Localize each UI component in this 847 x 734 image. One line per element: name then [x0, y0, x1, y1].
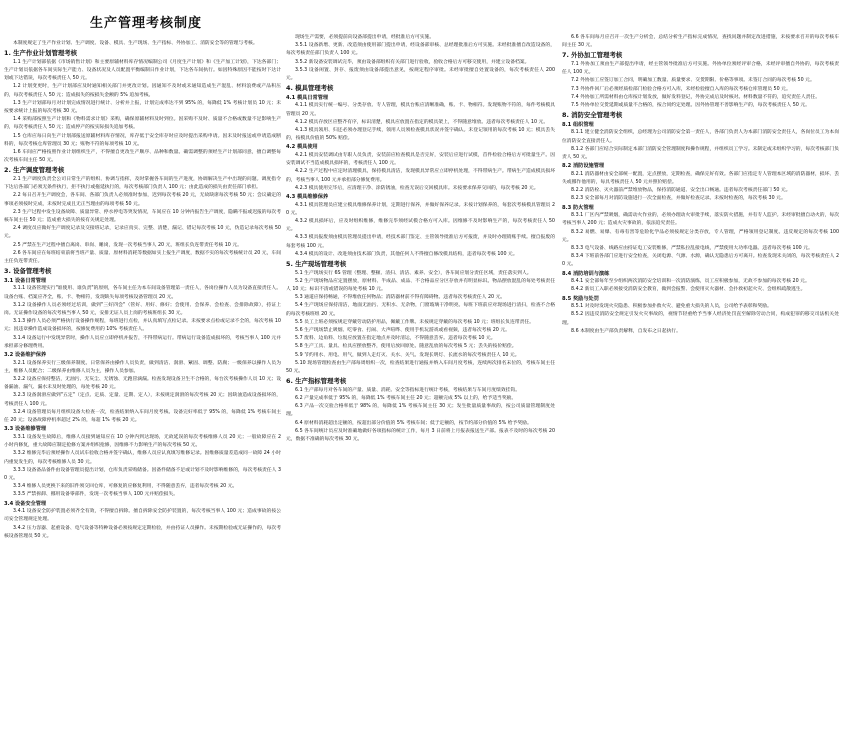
section-heading: 5. 生产现场管理考核 [286, 259, 347, 268]
paragraph: 4.1.2 模具存放区应整齐有序，标识清楚，模具应放置在指定的模具架上，不得随意堆放。违者每次考核责任人 10 元。 [295, 119, 549, 125]
paragraph: 2.5 严禁在生产过程中擅自离岗、串岗、睡岗，发现一次考核当事人 20 元，班组长负连带责任考核 10 元。 [13, 242, 242, 248]
paragraph: 5.8 生产工具、量具、检具应摆放整齐，使用后放回原处。随意乱放的每次考核 5 元；丢失的按价赔偿。 [295, 344, 517, 350]
subsection-heading: 8.5 奖励与处罚 [562, 295, 599, 302]
paragraph: 2.4 调度员应做好生产调度记录及交接班记录，记录应真实、完整、清楚，漏记、错记每次考核 10 元，伪造记录每次考核 50 元。 [4, 226, 281, 240]
paragraph: 3.4.2 压力容器、起重设备、电气设备等特种设备必须按规定定期检验，并由持证人员操作。未按期检验或无证操作的，每次考核设备管理员 50 元。 [4, 525, 281, 539]
paragraph: 6.6 各车间每月应召开一次生产分析会，总结分析生产指标完成情况，查找问题并制定改进措施，未按要求召开的每次考核车间主任 30 元。 [562, 35, 839, 49]
text-column-1 [4, 40, 281, 732]
subsection-heading: 3.1 设备日常管理 [4, 277, 47, 284]
paragraph: 6.3 产品一次交验合格率低于 98% 的，每降低 1% 考核车间主任 30 元；发生批量质量事故的，按公司质量管理制度处理。 [286, 404, 555, 418]
paragraph: 8.5.2 因违反消防安全规定引发火灾事故的，视情节轻重给予当事人经济处罚直至解除劳动合同，构成犯罪的移交司法机关处理。 [562, 312, 839, 326]
subsection-heading: 3.4 设备安全管理 [4, 500, 47, 507]
paragraph: 1.5 仓库应每日向生产计划部报送原辅材料库存情况，库存低于安全库存时应及时提出采购申请。因未及时报送或申请造成断料的，每次考核仓库管理员 30 元；账物不符的每项考核 10 元。 [4, 133, 281, 147]
paragraph: 2.3 生产过程中发生设备故障、质量异常、停水停电等突发情况，车间应在 10 分钟内报告生产调度，隐瞒不报或迟报的每次考核车间主任 50 元；造成重大损失的按有关规定处理。 [4, 209, 281, 224]
paragraph: 7.2 外协加工应签订加工合同，明确加工数量、质量要求、交货期限、价格等事项。未签订合同的每次考核 50 元。 [571, 78, 815, 84]
paragraph: 3.4.1 设备安全防护装置必须齐全有效，不得擅自拆除。擅自拆除安全防护装置的，每次考核当事人 100 元；造成事故的按公司安全管理规定处理。 [4, 509, 281, 523]
paragraph: 4.2.3 模具使用完毕后，应清理干净、涂防锈油，检查无误后交回模具库。未按要求保养交回的，每次考核 20 元。 [295, 185, 539, 191]
paragraph: 5.1 生产现场实行 6S 管理（整理、整顿、清扫、清洁、素养、安全），各车间应划分责任区域，责任落实到人。 [295, 270, 532, 276]
subsection-heading: 8.3 防火管理 [562, 204, 594, 211]
paragraph: 6.1 生产部每月对各车间的产量、质量、消耗、安全等指标进行统计考核，考核结果与车间月度绩效挂钩。 [295, 387, 521, 393]
paragraph: 5.3 通道应保持畅通，不得堆放任何物品；消防器材前不得有障碍物。违者每次考核责任人 20 元。 [295, 295, 506, 301]
paragraph: 本制度规定了生产作业计划、生产调度、设备、模具、生产现场、生产指标、外协加工、消防安全等的管理与考核。 [13, 41, 258, 46]
paragraph: 5.5 员工上班必须按规定穿戴劳动防护用品，佩戴工作牌。未按规定穿戴的每次考核 10 元；班组长负连带责任。 [295, 319, 534, 325]
paragraph: 3.2.4 设备管理员每月组织设备大检查一次，检查结果纳入车间月度考核。设备完好率低于 95% 的，每降低 1% 考核车间主任 20 元；设备故障停机率超过 2% 的，每超 1% 考核 20 元。 [4, 409, 281, 424]
paragraph: 8.4.1 安全部每年至少组织两次消防安全培训和一次消防演练，员工应积极参加，无故不参加的每次考核 20 元。 [571, 279, 810, 285]
paragraph: 3.5.3 设备闲置、封存、报废须由设备部提出意见，按规定程序审批。未经审批擅自处置设备的，每次考核责任人 200 元。 [286, 67, 555, 82]
document-title: 生产管理考核制度 [90, 16, 203, 31]
text-column-3 [562, 34, 839, 732]
section-heading: 3. 设备管理考核 [4, 266, 52, 275]
paragraph: 8.3.3 电气设备、线路应由持证电工安装维修，严禁私拉乱接电线，严禁使用大功率电器。违者每次考核 100 元。 [571, 246, 813, 252]
paragraph: 4.2.1 模具安装调试由专职人员负责，安装前应检查模具是否完好，安装后应进行试模，首件检验合格后方可批量生产。因安装调试不当造成模具损坏的，考核责任人 100 元。 [286, 153, 555, 167]
paragraph: 3.3.1 设备发生故障后，维修人员接到通知应在 10 分钟内到达现场，无故延误的每次考核维修人员 20 元；一般故障应在 2 小时内修复，重大故障应制定抢修方案并组织抢修，因维修不力影响生产的每次考核 50 元。 [4, 434, 281, 449]
paragraph: 2.2 每日召开生产调度会，各车间、各部门负责人必须准时参加，迟到每次考核 20 元，无故缺席每次考核 50 元；会议确定的事项必须按时完成，未按时完成且无正当理由的每项考核 50 元。 [4, 193, 281, 207]
paragraph: 8.5.1 对及时发现火灾隐患、积极参加扑救火灾、避免重大损失的人员，公司给予表彰和奖励。 [571, 304, 772, 310]
paragraph: 1.1 生产计划部依据《市场销售计划》和主要原辅材料库存情况编制公司《月度生产计划》和《生产加工计划》，下达各部门；生产计划员依据各车间实际生产能力、设备状况及人员配置平衡编制日作业计划，下达各车间执行。如因特殊原因不能按时下达计划或下达错误，每次考核责任人 50 元。 [4, 59, 281, 82]
paragraph: 7.3 外协件回厂后必须经质检部门检验合格方可入库，未经检验擅自入库的每次考核仓库管理员 50 元。 [571, 86, 791, 92]
paragraph: 4.3.2 模具损坏后，应及时组织维修，维修完毕须经试模合格方可入库。因维修不及时影响生产的，每次考核责任人 50 元。 [286, 219, 555, 233]
paragraph: 5.9 节约用水、用电、用气，做到人走灯灭、关水、关气。发现长明灯、长流水的每次考核责任人 10 元。 [295, 352, 520, 358]
paragraph: 8.3.2 易燃、易爆、有毒有害等危险化学品必须按规定分类存放，专人管理，严格领用登记制度。违反规定的每次考核 100 元。 [562, 229, 839, 243]
paragraph: 5.4 生产现场应保持清洁，地面无油污、无积水、无杂物，门窗玻璃干净明亮。每班下班前应对现场进行清扫，检查不合格的每次考核班组 20 元。 [286, 303, 555, 317]
paragraph: 3.3.2 维修完毕后须经操作人员试车验收合格并签字确认，维修人员应认真填写维修记录。因维修质量差造成同一故障 24 小时内重复发生的，每次考核维修人员 30 元。 [4, 451, 281, 465]
paragraph: 8.1.1 建立健全消防安全组织，总经理为公司消防安全第一责任人，各部门负责人为本部门消防安全责任人，各岗位员工为本岗位消防安全直接责任人。 [562, 130, 839, 144]
paragraph: 6.2 产量完成率低于 95% 的，每降低 1% 考核车间主任 20 元；超额完成 5% 以上的，给予适当奖励。 [295, 396, 517, 402]
paragraph: 5.10 现场管理检查由生产部每周组织一次，检查结果进行通报并纳入车间月度考核，连续两次排名末位的，考核车间主任 50 元。 [286, 360, 555, 375]
subsection-heading: 8.1 组织管理 [562, 121, 594, 128]
paragraph: 3.5.2 新设备安装调试完毕，须由设备部组织有关部门进行验收，验收合格后方可移交使用，并建立设备档案。 [295, 59, 530, 65]
paragraph: 3.3.4 维修人员更换下来的旧件须交回仓库，可修复的应修复利用，不得随意丢弃，违者每次考核 20 元。 [13, 484, 238, 490]
paragraph: 4.2.2 生产过程中应定时清理模具，保持模具清洁，发现模具异常应立即停机处理，不得带病生产。带病生产造成模具损坏的，考核当事人 100 元并承担部分修复费用。 [286, 169, 555, 183]
section-heading: 2. 生产调度管理考核 [4, 165, 65, 174]
section-heading: 4. 模具管理考核 [286, 83, 334, 92]
paragraph: 1.4 采购部按照生产计划和《物料需求计划》采购，确保原辅材料及时到位。因采购不及时、质量不合格或数量不足影响生产的，每次考核责任人 50 元；造成停产的按实际损失追加考核。 [4, 117, 281, 131]
paragraph: 3.1.4 设备运行中发现异常时，操作人员应立即停机并报告，不得带病运行。带病运行设备造成损坏的，考核当事人 100 元并承担部分修理费用。 [4, 335, 281, 349]
paragraph: 4.3.4 模具的设计、改进须由技术部门负责，其他任何人不得擅自修改模具结构，违者每次考核 100 元。 [295, 251, 518, 257]
paragraph: 4.1.1 模具实行统一编号、分类存放、专人管理，模具台账应清晰准确，账、卡、物相符。发现账物不符的，每件考核模具管理员 20 元。 [286, 103, 555, 117]
paragraph: 3.1.3 操作人员必须严格执行设备操作规程，每班进行点检，并认真填写点检记录。未按要求点检或记录不全的，每次考核 10 元；因违章操作造成设备损坏的，按修复费用的 10% 考核责任人。 [4, 319, 281, 333]
paragraph: 8.1.2 各部门应结合实际制定本部门消防安全管理制度和操作规程，并组织员工学习。未制定或未组织学习的，每次考核部门负责人 50 元。 [562, 146, 839, 161]
paragraph: 1.3 生产计划部每月对计划完成情况进行统计、分析并上报，计划完成率达不到 95% 的，每降低 1% 考核计划员 10 元；未按要求统计上报的每次考核 30 元。 [4, 100, 281, 115]
paragraph: 7.1 外协加工须由生产部提出申请，经主管领导批准后方可实施。外协单位须经评审合格，未经评审擅自外协的，每次考核责任人 100 元。 [562, 62, 839, 76]
paragraph: 8.4.2 新员工入职必须接受消防安全教育，做到会报警、会使用灭火器材、会扑救初起火灾、会组织疏散逃生。 [571, 287, 806, 293]
subsection-heading: 3.3 设备维修管理 [4, 426, 47, 433]
paragraph: 3.3.5 严禁拆卸、挪用设备零部件，发现一次考核当事人 100 元并赔偿损失。 [13, 492, 179, 498]
paragraph: 1.6 车间应严格按照作业计划组织生产，不得擅自更改生产顺序、品种和数量。确需调整的须经生产计划部同意，擅自调整每次考核车间主任 50 元。 [4, 150, 281, 164]
section-heading: 7. 外协加工管理考核 [562, 50, 623, 59]
paragraph: 7.4 外协加工所需材料由仓库按计划发放，做好发料登记，外协完成后及时核对。材料数量不符的，追究责任人责任。 [571, 94, 821, 100]
paragraph: 5.2 生产现场物品应定置摆放，原材料、半成品、成品、不合格品应分区存放并有明显标识。物品摆放混乱的每处考核责任人 10 元；标识不清或错误的每处考核 10 元。 [286, 278, 555, 293]
paragraph: 8.2.3 安全部每月对消防设施进行一次全面检查，并做好检查记录。未按时检查的，每次考核 30 元。 [571, 196, 786, 202]
paragraph: 8.2.2 消防栓、灭火器前严禁堆放物品，保持消防通道、安全出口畅通。违者每次考核责任部门 50 元。 [571, 188, 791, 194]
paragraph: 3.1.2 设备操作人员必须经过培训，做到"三好四会"（管好、用好、修好；会使用、会保养、会检查、会排除故障），持证上岗。无证操作设备的每次考核当事人 50 元，安排无证人员上岗的考核班组长 30 元。 [4, 302, 281, 317]
paragraph: 7.5 外协单位交货延期或质量不合格的，按合同约定处理。因外协管理不善影响生产的，每次考核责任人 50 元。 [571, 103, 810, 109]
paragraph: 1.2 计划变更时，生产计划部应及时通知相关部门并更改计划。因通知不及时或未通知造成生产混乱、材料浪费或产品积压的，每次考核责任人 50 元；造成损失的按损失金额的 5% 追加考核。 [4, 84, 281, 98]
paragraph: 8.3.4 下班前各部门应进行安全检查，关闭电源、气源、水源，确认无隐患后方可离开。检查发现未关闭的，每次考核责任人 20 元。 [562, 254, 839, 268]
paragraph: 6.4 原材料消耗超出定额的，按超出部分价值的 5% 考核车间；低于定额的，按节约部分价值的 5% 给予奖励。 [295, 420, 532, 426]
paragraph: 2.6 各车间应在每班结束前将当班产量、质量、原材料消耗等数据如实上报生产调度，数据不实的每次考核统计员 20 元，车间主任负连带责任。 [4, 250, 281, 265]
paragraph: 6.5 各车间统计员应及时准确地做好各项指标的统计工作，每月 3 日前将上月报表报送生产部。报表不及时的每次考核 20 元，数据不准确的每次考核 30 元。 [286, 428, 555, 443]
subsection-heading: 3.2 设备维护保养 [4, 352, 47, 359]
subsection-heading: 4.3 模具维修保养 [286, 194, 329, 201]
paragraph: 4.3.3 模具报废须由模具管理员提出申请，经技术部门鉴定、主管领导批准后方可报废，并及时办理销账手续。擅自报废的每套考核 100 元。 [286, 235, 555, 249]
subsection-heading: 4.2 模具使用 [286, 144, 318, 151]
section-heading: 8. 消防安全管理考核 [562, 110, 623, 119]
paragraph: 3.2.2 设备应保持整洁，无油污、无灰尘、无锈蚀、无跑冒滴漏。检查发现设备卫生不合格的，每台次考核操作人员 10 元；设备漏油、漏气、漏水未及时处理的，每处考核 20 元。 [4, 377, 281, 391]
paragraph: 5.7 废料、边角料、垃圾应放置在指定地点并及时清运，不得随意丢弃。违者每次考核 10 元。 [295, 336, 496, 342]
paragraph: 4.1.3 模具领用、归还必须办理登记手续，领用人员须检查模具状况并签字确认。未登记领用的每次考核 10 元；模具丢失的，按模具价值的 50% 赔偿。 [286, 128, 555, 142]
paragraph: 3.2.1 设备保养实行三级保养制度。日常保养由操作人员负责，做到清洁、润滑、紧固、调整、防腐；一级保养以操作人员为主，维修人员配合；二级保养由维修人员为主，操作人员参加。 [4, 360, 281, 374]
section-heading: 6. 生产指标管理考核 [286, 376, 347, 385]
subsection-heading: 8.4 消防培训与演练 [562, 270, 610, 277]
paragraph: 现场生产需要，必须提前向设备部提出申请，经批准后方可实施。 [295, 35, 435, 40]
paragraph: 5.6 生产现场禁止吸烟、吃零食、打闹、大声喧哗、使用手机玩游戏或看视频，违者每次考核 20 元。 [295, 328, 510, 334]
paragraph: 2.1 生产调度负责全公司日常生产的组织、协调与指挥，及时掌握各车间的生产进度，协调解决生产中出现的问题。调度指令下达后各部门必须无条件执行，拒不执行或拖延执行的，每次考核部门负责人 100 元；由此造成的损失由责任部门承担。 [4, 177, 281, 191]
paragraph: 3.5.1 设备新增、更新、改造须由使用部门提出申请，经设备部审核、总经理批准后方可实施。未经批准擅自改造设备的，每次考核责任部门负责人 100 元。 [286, 43, 555, 57]
paragraph: 3.2.3 设备润滑应做到"五定"（定点、定质、定量、定期、定人），未按规定润滑的每次考核 20 元；因缺油造成设备损坏的，考核责任人 100 元。 [4, 393, 281, 407]
subsection-heading: 4.1 模具日常管理 [286, 94, 329, 101]
paragraph: 8.6 本制度由生产部负责解释，自发布之日起执行。 [571, 328, 681, 334]
paragraph: 3.3.3 设备备品备件由设备管理员提出计划，仓库负责采购储备。因备件储备不足或计划不及时影响维修的，每次考核责任人 30 元。 [4, 467, 281, 481]
paragraph: 8.3.1 厂区内严禁吸烟，确需动火作业的，必须办理动火审批手续，落实防火措施，并有专人监护。未经审批擅自动火的，每次考核当事人 200 元；造成火灾事故的，依法追究责任。 [562, 213, 839, 227]
section-heading: 1. 生产作业计划管理考核 [4, 48, 78, 57]
subsection-heading: 8.2 消防设施管理 [562, 163, 605, 170]
text-column-2 [286, 34, 555, 732]
paragraph: 8.2.1 消防器材由安全部统一配置，定点摆放，定期检查，确保完好有效。各部门应指定专人管理本区域的消防器材，损坏、丢失或挪作他用的，每具考核责任人 50 元并照价赔偿。 [562, 171, 839, 186]
paragraph: 4.3.1 模具管理员应建立模具维修保养计划，定期进行保养，并做好保养记录。未按计划保养的，每套次考核模具管理员 20 元。 [286, 202, 555, 216]
paragraph: 3.1.1 设备管理实行"谁使用、谁负责"的原则，各车间主任为本车间设备管理第一责任人，各岗位操作人员为设备直接责任人。设备台账、档案应齐全，账、卡、物相符，发现缺失每项考核设备管理员 20 元。 [4, 286, 281, 300]
